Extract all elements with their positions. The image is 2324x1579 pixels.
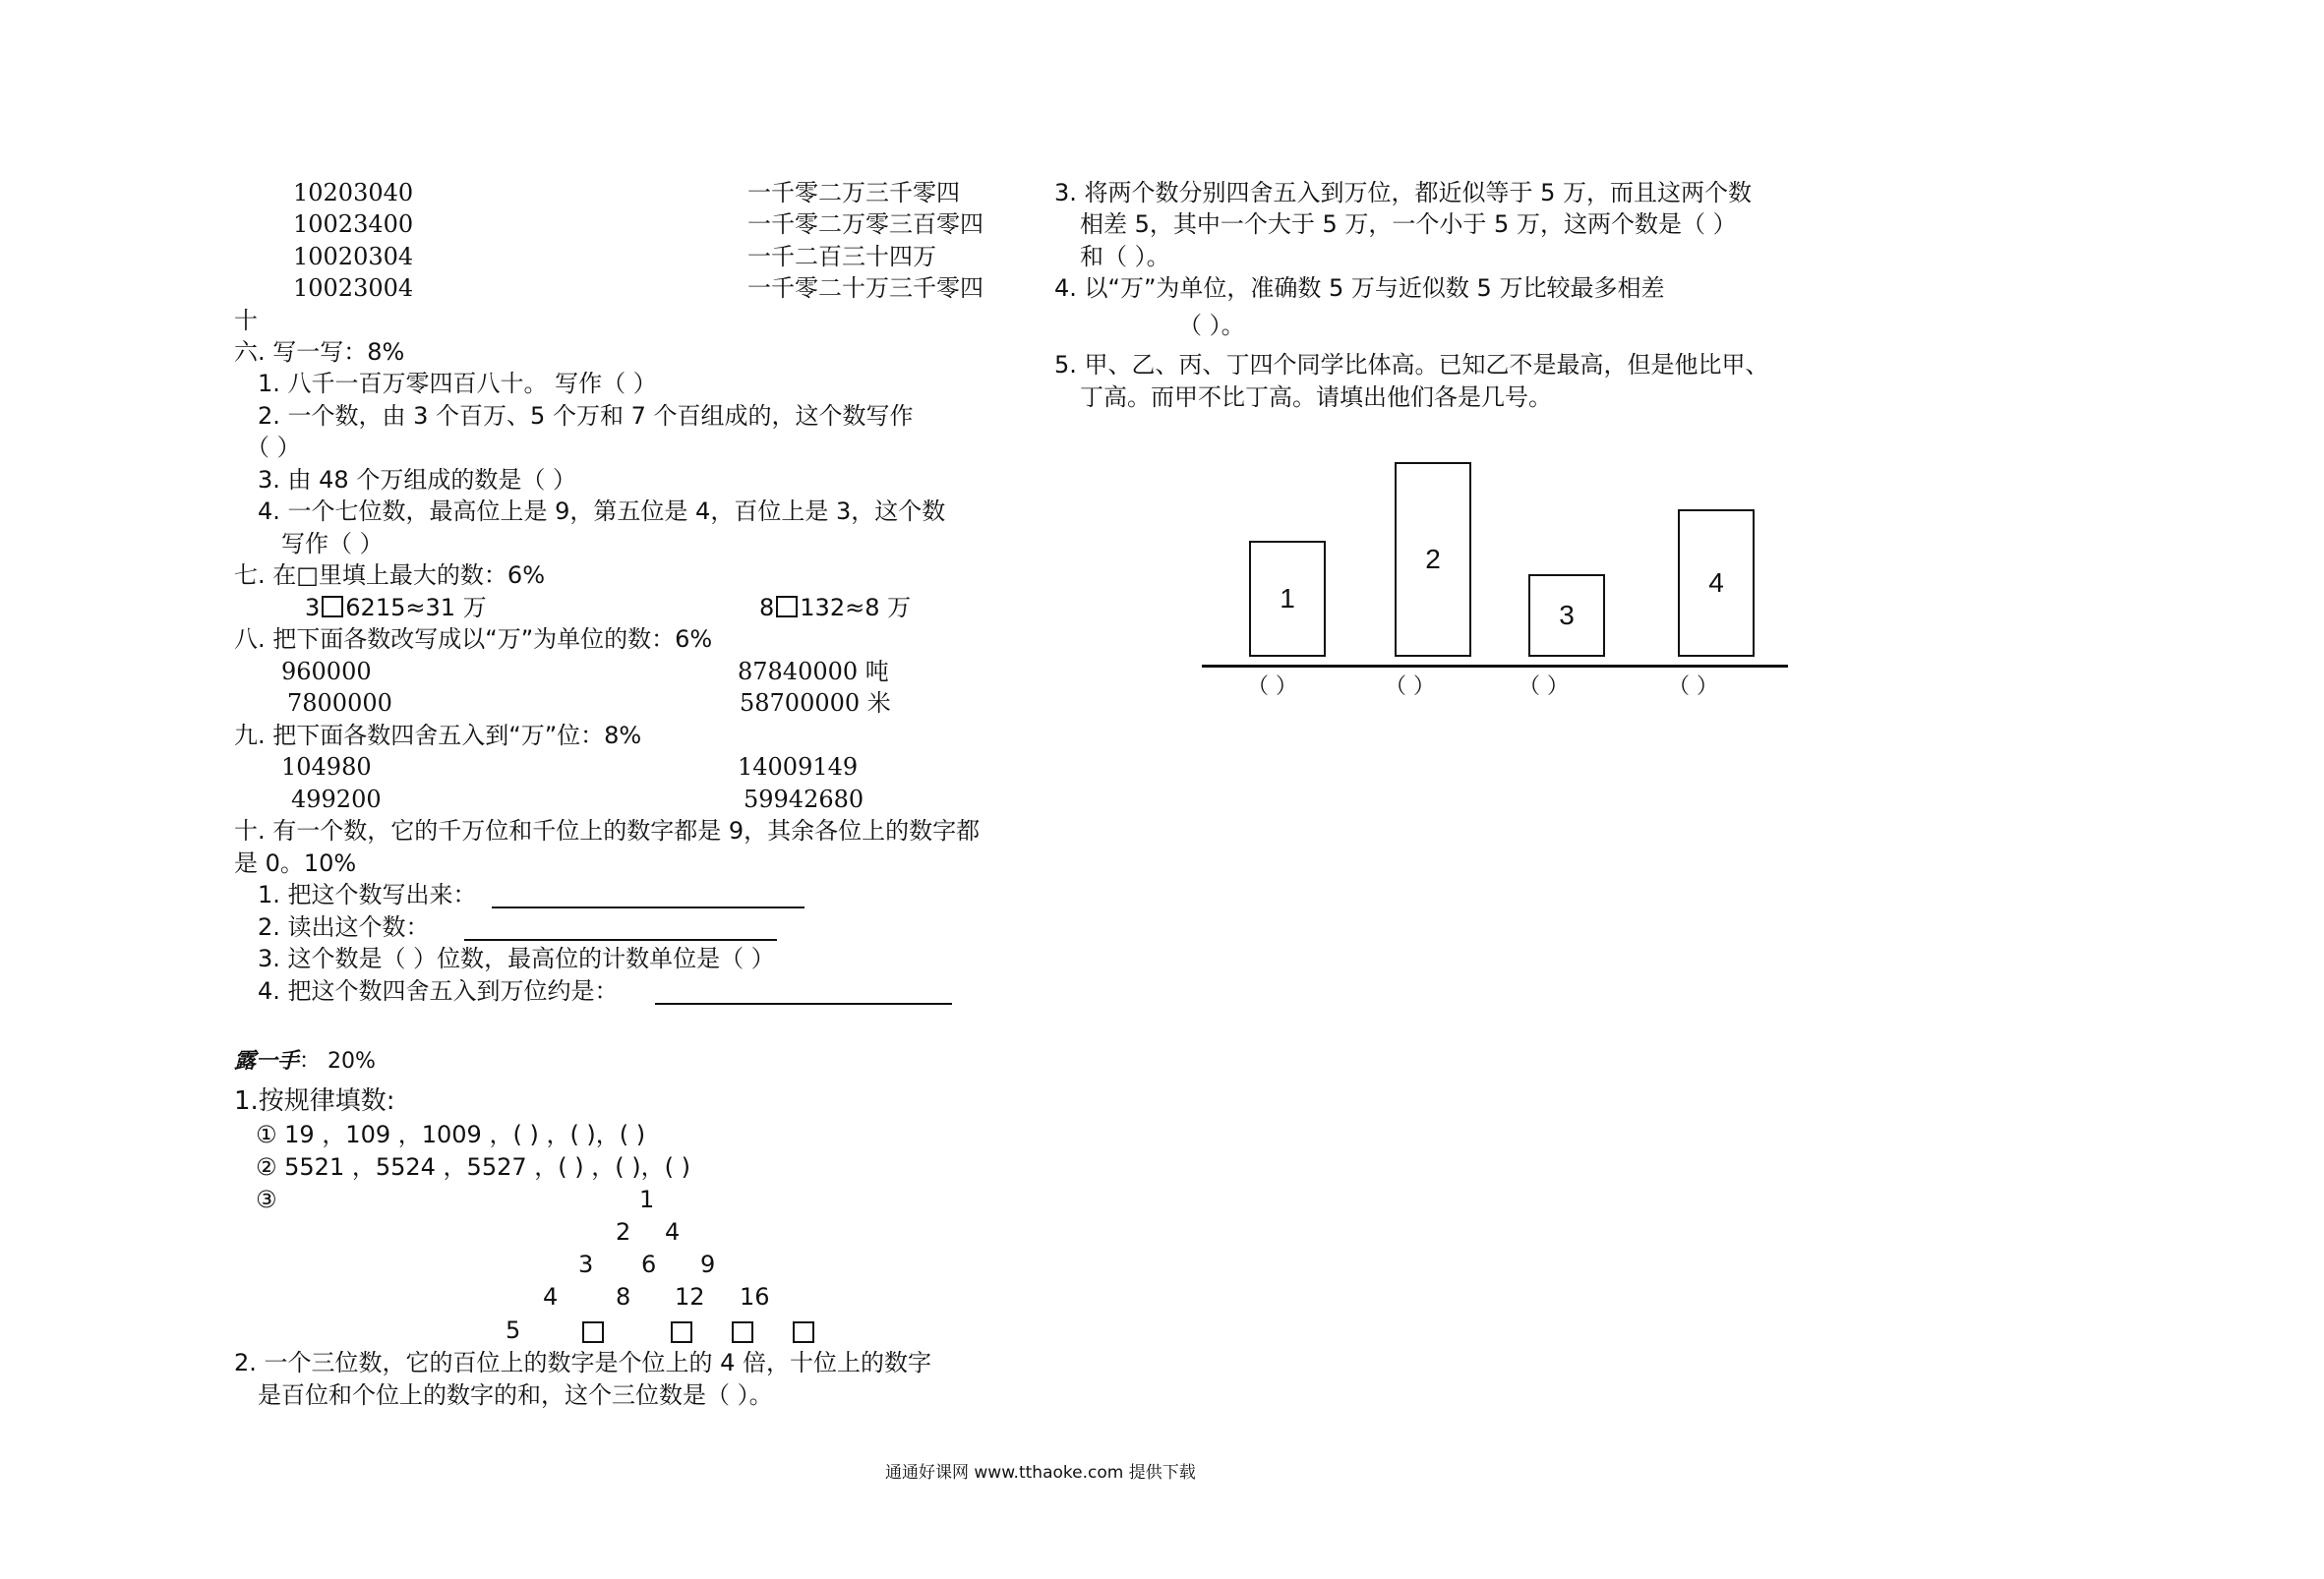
sec7-heading: 七. 在□里填上最大的数：6% [234, 561, 546, 589]
sec10-q2-answer-line[interactable] [464, 939, 777, 941]
sec6-q2a: 2. 一个数，由 3 个百万、5 个万和 7 个百组成的，这个数写作 [258, 402, 914, 430]
bonus-seq3-label: ③ [256, 1186, 277, 1213]
right-q4a: 4. 以“万”为单位，准确数 5 万与近似数 5 万比较最多相差 [1054, 274, 1665, 302]
bonus-q2b: 是百位和个位上的数字的和，这个三位数是（ ）。 [258, 1381, 773, 1409]
sec10-q4-answer-line[interactable] [655, 1003, 952, 1005]
tri-r3-c3: 9 [700, 1251, 716, 1278]
sec10-q1: 1. 把这个数写出来： [258, 881, 477, 908]
blank-square [322, 596, 343, 617]
right-q4b: （ ）。 [1178, 312, 1245, 339]
person-box-3: 3 [1528, 574, 1605, 657]
tri-r4-c4: 16 [740, 1283, 770, 1311]
sec10-q2: 2. 读出这个数： [258, 913, 430, 941]
bonus-score: ： 20% [299, 1049, 376, 1074]
blank-square [776, 596, 798, 617]
tri-r5-c1: 5 [506, 1316, 521, 1344]
sec5-row3-words: 一千二百三十四万 [747, 243, 936, 270]
tri-r2-c2: 4 [665, 1218, 681, 1246]
bonus-seq2: ② 5521 ，5524 ，5527 ，( ) ，( )，( ) [256, 1153, 690, 1181]
sec8-item1: 960000 [281, 658, 372, 685]
sec7-right-b: 132≈8 万 [800, 594, 912, 621]
sec6-q4b: 写作（ ） [281, 530, 384, 557]
right-q3a: 3. 将两个数分别四舍五入到万位，都近似等于 5 万，而且这两个数 [1054, 179, 1753, 206]
sec5-row1-words: 一千零二万三千零四 [747, 179, 960, 206]
sec8-item3: 7800000 [287, 689, 392, 717]
person-box-2: 2 [1395, 462, 1471, 657]
tri-r2-c1: 2 [616, 1218, 631, 1246]
figure-blank-2[interactable]: （ ） [1385, 674, 1435, 699]
right-q3c: 和（ ）。 [1080, 243, 1170, 270]
bonus-q2a: 2. 一个三位数，它的百位上的数字是个位上的 4 倍，十位上的数字 [234, 1349, 932, 1376]
sec5-row2-words: 一千零二万零三百零四 [747, 210, 983, 238]
sec9-item2: 14009149 [738, 753, 859, 781]
person-box-4: 4 [1678, 509, 1755, 657]
sec6-q3: 3. 由 48 个万组成的数是（ ） [258, 466, 576, 494]
sec8-heading: 八. 把下面各数改写成以“万”为单位的数：6% [234, 625, 713, 653]
figure-blank-4[interactable]: （ ） [1668, 674, 1718, 699]
sec10-line1: 十. 有一个数，它的千万位和千位上的数字都是 9，其余各位上的数字都 [234, 817, 981, 845]
bonus-heading: 露一手 [234, 1048, 300, 1074]
bonus-q1-title: 1.按规律填数: [234, 1086, 395, 1116]
sec10-q4: 4. 把这个数四舍五入到万位约是： [258, 977, 619, 1005]
sec7-left-a: 3 [305, 594, 321, 621]
sec10-q1-answer-line[interactable] [492, 906, 804, 908]
sec7-left [305, 592, 487, 623]
right-q3b: 相差 5，其中一个大于 5 万，一个小于 5 万，这两个数是（ ） [1080, 210, 1737, 238]
sec9-item4: 59942680 [744, 786, 864, 813]
sec6-heading: 六. 写一写：8% [234, 338, 405, 366]
tri-blank-square[interactable] [582, 1321, 604, 1343]
sec7-right-a: 8 [759, 594, 775, 621]
sec5-row1-num: 10203040 [293, 179, 414, 206]
sec6-q4a: 4. 一个七位数，最高位上是 9，第五位是 4，百位上是 3，这个数 [258, 497, 946, 525]
sec7-right [759, 592, 911, 623]
tri-r3-c2: 6 [641, 1251, 657, 1278]
bonus-heading-row [234, 1044, 376, 1078]
sec5-row4-words: 一千零二十万三千零四 [747, 274, 983, 302]
sec8-item4: 58700000 米 [740, 689, 891, 717]
sec6-q1: 1. 八千一百万零四百八十。 写作（ ） [258, 370, 657, 397]
sec7-left-b: 6215≈31 万 [345, 594, 487, 621]
tri-r3-c1: 3 [578, 1251, 594, 1278]
tri-r4-c1: 4 [543, 1283, 559, 1311]
page-footer: 通通好课网 www.tthaoke.com 提供下载 [885, 1463, 1196, 1483]
figure-blank-3[interactable]: （ ） [1519, 674, 1569, 699]
sec10-q3: 3. 这个数是（ ）位数，最高位的计数单位是（ ） [258, 945, 775, 972]
tri-r4-c3: 12 [675, 1283, 705, 1311]
sec10-line2: 是 0。10% [234, 849, 357, 877]
tri-r1-c1: 1 [639, 1186, 655, 1213]
sec5-row2-num: 10023400 [293, 210, 414, 238]
tri-r4-c2: 8 [616, 1283, 631, 1311]
sec5-wrap-char: 十 [234, 307, 258, 334]
tri-blank-square[interactable] [732, 1321, 753, 1343]
sec6-q2b: （ ） [246, 434, 301, 461]
sec9-item1: 104980 [281, 753, 372, 781]
right-q5b: 丁高。而甲不比丁高。请填出他们各是几号。 [1080, 383, 1552, 411]
tri-blank-square[interactable] [671, 1321, 692, 1343]
sec9-item3: 499200 [291, 786, 382, 813]
sec5-row3-num: 10020304 [293, 243, 414, 270]
figure-blank-1[interactable]: （ ） [1247, 674, 1297, 699]
figure-baseline [1202, 665, 1788, 668]
sec9-heading: 九. 把下面各数四舍五入到“万”位：8% [234, 722, 642, 749]
sec8-item2: 87840000 吨 [738, 658, 889, 685]
tri-blank-square[interactable] [793, 1321, 814, 1343]
bonus-seq1: ① 19 ，109 ，1009 ，( ) ，( )，( ) [256, 1121, 646, 1148]
sec5-row4-num: 10023004 [293, 274, 414, 302]
person-box-1: 1 [1249, 541, 1326, 657]
right-q5a: 5. 甲、乙、丙、丁四个同学比体高。已知乙不是最高，但是他比甲、 [1054, 351, 1769, 379]
